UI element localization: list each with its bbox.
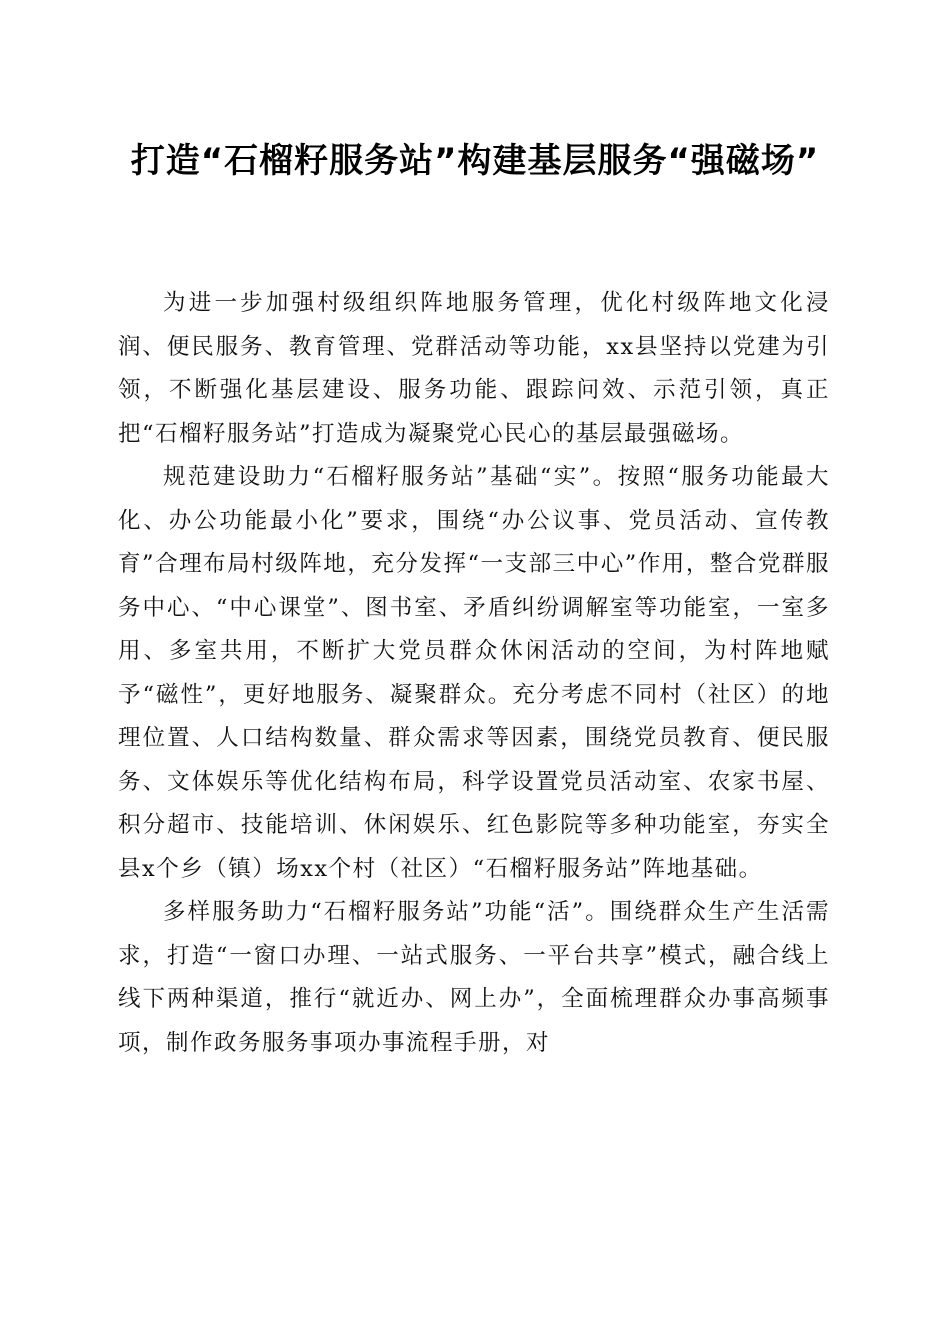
document-body — [118, 282, 830, 1065]
paragraph-intro: 为进一步加强村级组织阵地服务管理，优化村级阵地文化浸润、便民服务、教育管理、党群活动等功能，xx县坚持以党建为引领，不断强化基层建设、服务功能、跟踪问效、示范引领，真正把“石榴籽服务站”打造成为凝聚党心民心的基层最强磁场。 — [118, 290, 830, 447]
paragraph-standardized-construction: 规范建设助力“石榴籽服务站”基础“实”。按照“服务功能最大化、办公功能最小化”要求，围绕“办公议事、党员活动、宣传教育”合理布局村级阵地，充分发挥“一支部三中心”作用，整合党群服务中心、“中心课堂”、图书室、矛盾纠纷调解室等功能室，一室多用、多室共用，不断扩大党员群众休闲活动的空间，为村阵地赋予“磁性”，更好地服务、凝聚群众。充分考虑不同村（社区）的地理位置、人口结构数量、群众需求等因素，围绕党员教育、便民服务、文体娱乐等优化结构布局，科学设置党员活动室、农家书屋、积分超市、技能培训、休闲娱乐、红色影院等多种功能室，夯实全县x个乡（镇）场xx个村（社区）“石榴籽服务站”阵地基础。 — [118, 464, 830, 882]
document-title: 打造“石榴籽服务站”构建基层服务“强磁场” — [130, 141, 820, 181]
paragraph-diverse-services: 多样服务助力“石榴籽服务站”功能“活”。围绕群众生产生活需求，打造“一窗口办理、一站式服务、一平台共享”模式，融合线上线下两种渠道，推行“就近办、网上办”，全面梳理群众办事高频事项，制作政务服务事项办事流程手册，对 — [118, 899, 830, 1056]
